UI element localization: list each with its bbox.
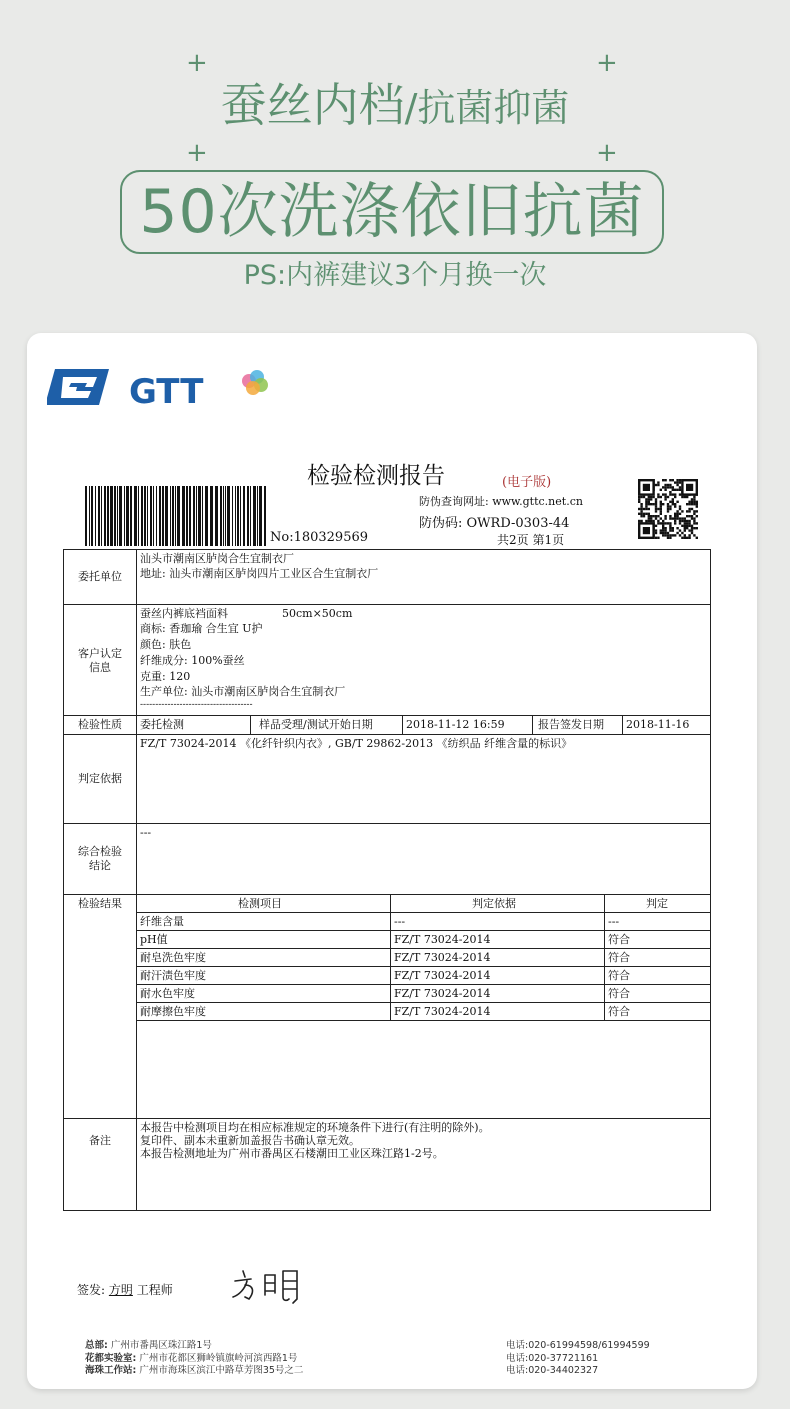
results-header-verdict: 判定 (646, 897, 668, 910)
issue-date-label: 报告签发日期 (538, 718, 604, 731)
basis-label: 判定依据 (78, 772, 122, 785)
footer-lab-addr: 广州市花都区狮岭镇旗岭河滨西路1号 (139, 1352, 298, 1364)
client-address: 地址: 汕头市潮南区胪岗四片工业区合生宜制衣厂 (140, 567, 379, 580)
headline-sep: / (404, 86, 418, 130)
sample-producer: 生产单位: 汕头市潮南区胪岗合生宜制衣厂 (140, 685, 346, 698)
sign-title: 工程师 (136, 1283, 173, 1297)
headline-sub: 抗菌抑菌 (417, 86, 570, 130)
result-verdict: 符合 (608, 1005, 630, 1018)
conclusion-value: --- (140, 826, 152, 839)
sample-name: 蚕丝内裤底裆面料 (140, 607, 228, 620)
sample-label-line1: 客户认定 (78, 647, 122, 660)
nature-value: 委托检测 (140, 718, 184, 731)
footer-tel: 电话:020-61994598/61994599 (506, 1340, 650, 1351)
sample-color: 颜色: 肤色 (140, 638, 192, 651)
result-basis: FZ/T 73024-2014 (394, 951, 491, 964)
footer-phones (506, 1340, 650, 1378)
gtt-logo (47, 365, 287, 413)
sign-name: 方明 (108, 1283, 133, 1297)
remarks-label: 备注 (89, 1134, 111, 1147)
result-basis: FZ/T 73024-2014 (394, 969, 491, 982)
document-title-tag: (电子版) (502, 475, 552, 490)
report-card (27, 333, 757, 1389)
basis-value: FZ/T 73024-2014 《化纤针织内衣》, GB/T 29862-2013 《纺织品 纤维含量的标识》 (140, 737, 573, 750)
report-table (63, 549, 711, 1211)
signature-line (77, 1281, 173, 1298)
plus-icon: + (186, 138, 208, 168)
result-item: 纤维含量 (140, 915, 184, 928)
footer-lab (85, 1353, 303, 1366)
headline-main: 蚕丝内档 (220, 78, 405, 132)
sample-fiber: 纤维成分: 100%蚕丝 (140, 654, 245, 667)
anti-fake-code: 防伪码: OWRD-0303-44 (419, 516, 570, 531)
qr-code-image (638, 479, 698, 539)
footer-hk-label: 海珠工作站: (85, 1365, 137, 1376)
result-item: 耐皂洗色牢度 (140, 951, 206, 964)
remark-line: 复印件、副本未重新加盖报告书确认章无效。 (140, 1134, 360, 1147)
verify-url: 防伪查询网址: www.gttc.net.cn (419, 495, 583, 508)
client-label: 委托单位 (78, 570, 122, 583)
sample-dashes: ------------------------------------- (140, 700, 253, 710)
result-basis: FZ/T 73024-2014 (394, 933, 491, 946)
result-item: 耐汗渍色牢度 (140, 969, 206, 982)
result-verdict: 符合 (608, 987, 630, 1000)
headline-note: PS:内裤建议3个月换一次 (243, 260, 547, 291)
plus-icon: + (596, 138, 618, 168)
footer-hk-addr: 广州市海珠区滨江中路草芳图35号之二 (139, 1365, 304, 1376)
sample-weight: 克重: 120 (140, 670, 191, 683)
start-date-label: 样品受理/测试开始日期 (259, 718, 373, 731)
result-verdict: 符合 (608, 951, 630, 964)
issue-date-value: 2018-11-16 (626, 718, 690, 731)
footer-hq-addr: 广州市番禺区珠江路1号 (110, 1340, 212, 1351)
remark-line: 本报告中检测项目均在相应标准规定的环境条件下进行(有注明的除外)。 (140, 1121, 490, 1134)
headline (0, 78, 790, 135)
result-basis: FZ/T 73024-2014 (394, 1005, 491, 1018)
client-name: 汕头市潮南区胪岗合生宜制衣厂 (140, 552, 294, 565)
footer-lab-label: 花都实验室: (85, 1352, 137, 1364)
sample-size: 50cm×50cm (282, 607, 353, 620)
sample-brand: 商标: 香珈瑜 合生宜 U护 (140, 622, 263, 635)
conclusion-label-line1: 综合检验 (78, 845, 122, 858)
result-item: pH值 (140, 933, 168, 946)
conclusion-label (64, 845, 136, 873)
footer-addresses (85, 1340, 303, 1378)
handwritten-signature (229, 1265, 309, 1305)
results-header-item: 检测项目 (238, 897, 282, 910)
results-label: 检验结果 (78, 897, 122, 910)
plus-icon: + (186, 48, 208, 78)
start-date-value: 2018-11-12 16:59 (406, 718, 505, 731)
footer-tel: 电话:020-37721161 (506, 1352, 599, 1364)
sign-prefix: 签发: (77, 1283, 106, 1297)
footer-hq-label: 总部: (85, 1340, 108, 1351)
result-item: 耐水色牢度 (140, 987, 195, 1000)
footer-hk (85, 1365, 303, 1378)
result-verdict: --- (608, 915, 620, 928)
footer-hq (85, 1340, 303, 1353)
conclusion-label-line2: 结论 (89, 859, 111, 872)
result-item: 耐摩擦色牢度 (140, 1005, 206, 1018)
plus-icon: + (596, 48, 618, 78)
result-basis: FZ/T 73024-2014 (394, 987, 491, 1000)
footer-tel: 电话:020-34402327 (506, 1365, 599, 1376)
headline-box: 50次洗涤依旧抗菌 (120, 170, 664, 254)
sample-label-line2: 信息 (89, 661, 111, 674)
nature-label: 检验性质 (78, 718, 122, 731)
sample-label (64, 647, 136, 675)
page-info: 共2页 第1页 (497, 533, 565, 547)
document-title: 检验检测报告 (307, 463, 445, 489)
result-verdict: 符合 (608, 969, 630, 982)
result-verdict: 符合 (608, 933, 630, 946)
barcode-image (85, 486, 267, 546)
logo-text: GTT (129, 372, 204, 412)
remark-line: 本报告检测地址为广州市番禺区石楼潮田工业区珠江路1-2号。 (140, 1147, 444, 1160)
results-header-basis: 判定依据 (472, 897, 516, 910)
report-number: No:180329569 (270, 530, 369, 545)
result-basis: --- (394, 915, 406, 928)
